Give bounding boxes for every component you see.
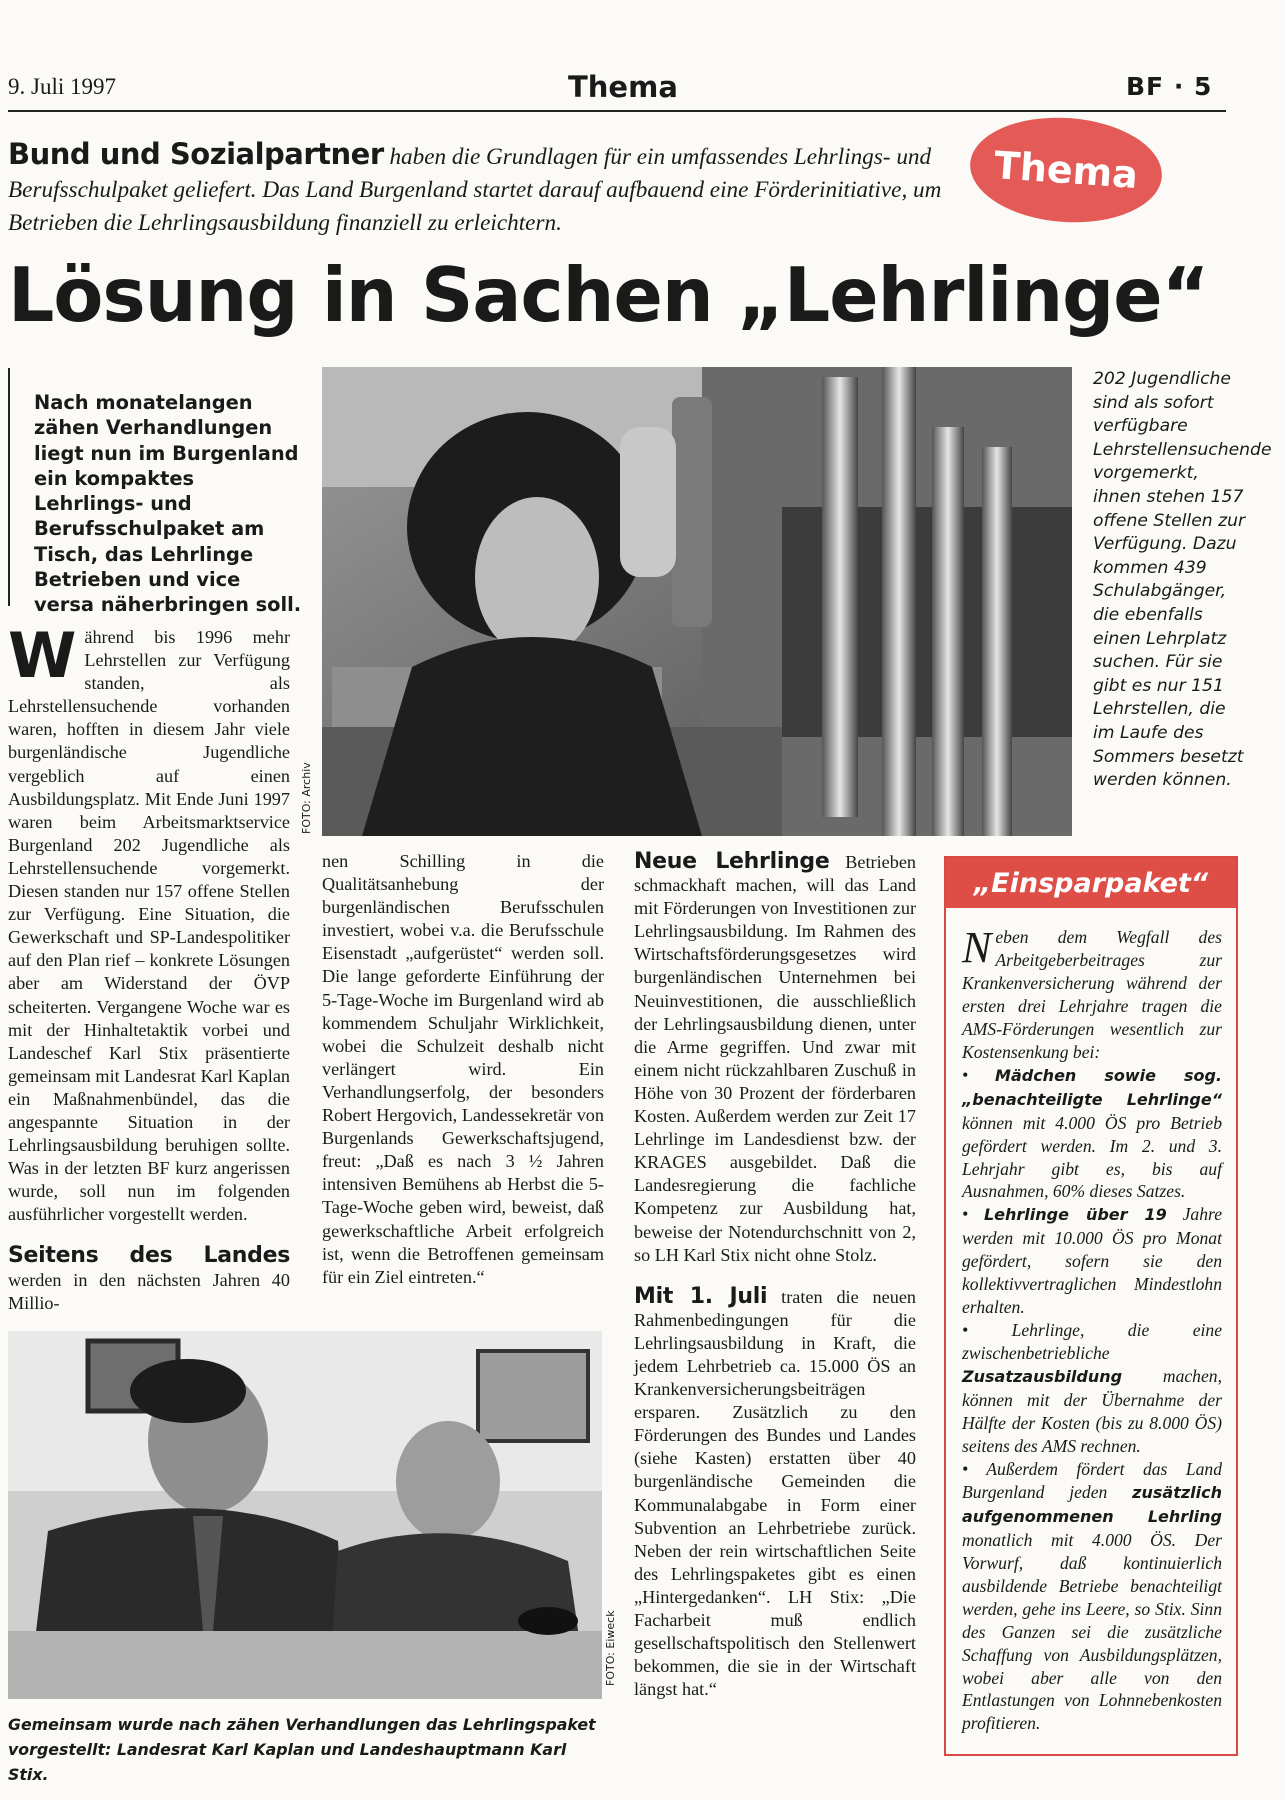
body-column-3 (634, 850, 916, 1701)
photo-apprentice-image (322, 367, 1072, 836)
section-title: Thema (568, 70, 678, 104)
sidebar-bullet-3-bold: Zusatzausbildung (962, 1367, 1123, 1387)
sidebar-bullet-3: • Lehrlinge, die eine zwischenbetriebliche Zusatzausbildung machen, können mit der Übernahme der Hälfte der Kosten (bis zu 8.000 ÖS) seitens des AMS rechnen. (962, 1320, 1222, 1456)
thema-badge (967, 111, 1166, 228)
sidebar-bullet-1-bold: Mädchen sowie sog. „benachteiligte Lehrlinge“ (962, 1065, 1223, 1109)
kicker-lead: Bund und Sozialpartner (8, 137, 384, 171)
sidebar-bullet-4: • Außerdem fördert das Land Burgenland jeden zusätzlich aufgenommenen Lehrling monatlich mit 4.000 ÖS. Der Vorwurf, daß kontinuierlich ausbildende Betriebe benachteiligt werden, gehe ins Leere, so Stix. Sinn des Ganzen sei die zusätzliche Schaffung von Ausbildungsplätzen, wobei aber alle von den Entlastungen von Lohnnebenkosten profitieren. (962, 1458, 1222, 1734)
photo2-credit: FOTO: Eiweck (604, 1610, 617, 1686)
sidebar-title (946, 858, 1236, 908)
kicker-text: haben die Grundlagen für ein umfassendes Lehrlings- und Berufsschulpaket geliefert. Das Land Burgenland startet darauf aufbauend eine Förderinitiative, um Betrieben die Lehrlingsausbildung finanziell zu erleichtern. (8, 144, 942, 236)
page-number: BF · 5 (1126, 72, 1213, 101)
photo1-credit: FOTO: Archiv (300, 762, 313, 834)
sidebar-bullet-2-text: Jahre werden mit 10.000 ÖS pro Monat gefördert, sofern sie den kollektivvertraglichen Mindestlohn erhalten. (962, 1204, 1222, 1318)
runin-seitens: Seitens des Landes (8, 1243, 290, 1269)
sidebar-dropcap: N (962, 923, 992, 972)
sidebar-bullet-3-text: machen, können mit der Übernahme der Hälfte der Kosten (bis zu 8.000 ÖS) seitens des AMS rechnen. (962, 1366, 1222, 1456)
body-column-2: nen Schilling in die Qualitätsanhebung der burgenländischen Berufsschulen investiert, wobei v.a. die Berufsschule Eisenstadt „aufgerüstet“ werden soll. Die lange geforderte Einführung der 5-Tage-Woche im Burgenland wird ab kommendem Schuljahr Wirklichkeit, wobei die Schulzeit deshalb nicht verlängert wird. Ein Verhandlungserfolg, der besonders Robert Hergovich, Landessekretär von Burgenlands Gewerkschaftsjugend, freut: „Daß es nach 3 ½ Jahren intensiven Bemühens ab Herbst die 5-Tage-Woche geben wird, beweist, daß gewerkschaftliche Arbeit erfolgreich ist, wenn die Betroffenen gemeinsam für ein Ziel eintreten.“ (322, 851, 604, 1287)
dropcap: W (8, 619, 77, 692)
photo-apprentice (322, 367, 1072, 836)
sidebar-bullet-4-text: monatlich mit 4.000 ÖS. Der Vorwurf, daß kontinuierlich ausbildende Betriebe benachteiligt werden, gehe ins Leere, so Stix. Sinn des Ganzen sei die zusätzliche Schaffung von Ausbildungsplätzen, wobei aber alle von den Entlastungen von Lohnnebenkosten profitieren. (962, 1529, 1222, 1734)
sidebar-title-text: „Einsparpaket“ (973, 867, 1209, 899)
body-paragraph-2: werden in den nächsten Jahren 40 Millio- (8, 1269, 290, 1313)
sidebar-bullet-3-pre: Lehrlinge, die eine zwischenbetriebliche (962, 1320, 1222, 1364)
issue-date: 9. Juli 1997 (8, 74, 116, 99)
sidebar-bullet-4-pre: Außerdem fördert das Land Burgenland jeden (962, 1458, 1222, 1502)
lead-rule (8, 368, 10, 606)
sidebar-bullet-1: • Mädchen sowie sog. „benachteiligte Lehrlinge“ können mit 4.000 ÖS pro Betrieb gefördert werden. Im 2. und 3. Lehrjahr gibt es, bis auf Ausnahmen, 60% dieses Satzes. (962, 1064, 1223, 1202)
paragraph-gap (8, 1226, 290, 1244)
paragraph-gap (634, 1267, 916, 1285)
sidebar-bullet-4-bold: zusätzlich aufgenommenen Lehrling (962, 1482, 1222, 1526)
sidebar-intro (962, 923, 1222, 1064)
header-rule (8, 110, 1226, 112)
body-paragraph-3: Betrieben schmackhaft machen, will das Land mit Förderungen von Investitionen zur Lehrlingsausbildung. Im Rahmen des Wirtschaftsförderungsgesetzes wird burgenländischen Unternehmen bei Neuinvestitionen, die ausschließlich der Lehrlingsausbildung dienen, unter die Arme gegriffen. Und zwar mit einem nicht rückzahlbaren Zuschuß in Höhe von 30 Prozent der förderbaren Kosten. Außerdem werden zur Zeit 17 Lehrlinge im Landesdienst bzw. der KRAGES ausgebildet. Daß die Landesregierung die fachliche Kompetenz zur Ausbildung hat, beweise der Notendurchschnitt von 2, so LH Karl Stix nicht ohne Stolz. (634, 852, 916, 1265)
sidebar-intro-text: eben dem Wegfall des Arbeitgeberbeitrages zur Krankenversicherung während der ersten drei Lehrjahre tragen die AMS-Förderungen wesentlich zur Kostensenkung bei: (962, 927, 1222, 1062)
runin-neue-lehrlinge: Neue Lehrlinge (634, 849, 830, 874)
sidebar-bullet-1-text: können mit 4.000 ÖS pro Betrieb gefördert werden. Im 2. und 3. Lehrjahr gibt es, bis auf Ausnahmen, 60% dieses Satzes. (962, 1112, 1222, 1202)
photo-caption: Gemeinsam wurde nach zähen Verhandlungen das Lehrlingspaket vorgestellt: Landesrat Karl Kaplan und Landeshauptmann Karl Stix. (8, 1715, 596, 1784)
runin-mit-1-juli: Mit 1. Juli (634, 1283, 768, 1309)
photo-press-conference (8, 1331, 602, 1699)
body-paragraph-4: traten die neuen Rahmenbedingungen für die Lehrlingsausbildung in Kraft, die jedem Lehrbetrieb ca. 15.000 ÖS an Krankenversicherungsbeiträgen ersparen. Zusätzlich zu den Förderungen des Bundes und Landes (siehe Kasten) erstatten über 40 burgenländische Gemeinden die Kommunalabgabe in Form einer Subvention an Lehrbetriebe zurück. Neben der rein wirtschaftlichen Seite des Lehrlingspaketes gibt es einen „Hintergedanken“. LH Stix: „Die Facharbeit muß endlich gesellschaftspolitisch den Stellenwert bekommen, die sie in der Wirtschaft längst hat.“ (634, 1286, 916, 1700)
body-column-1 (8, 619, 290, 1315)
kicker (8, 138, 963, 240)
headline: Lösung in Sachen „Lehrlinge“ (8, 251, 1209, 339)
side-note: 202 Jugendliche sind als sofort verfügbare Lehrstellensuchende vorgemerkt, ihnen stehen 157 offene Stellen zur Verfügung. Dazu kommen 439 Schulabgänger, die ebenfalls einen Lehrplatz suchen. Für sie gibt es nur 151 Lehrstellen, die im Laufe des Sommers besetzt werden können. (1093, 369, 1272, 791)
sidebar-bullet-2: • Lehrlinge über 19 Jahre werden mit 10.000 ÖS pro Monat gefördert, sofern sie den kollektivvertraglichen Mindestlohn erhalten. (962, 1204, 1222, 1318)
sidebar-bullet-2-bold: Lehrlinge über 19 (983, 1205, 1167, 1225)
photo-press-conference-image (8, 1331, 602, 1699)
body-paragraph-1: ährend bis 1996 mehr Lehrstellen zur Verfügung standen, als Lehrstellensuchende vorhanden waren, hofften in diesem Jahr viele burgenländische Jugendliche vergeblich auf einen Ausbildungsplatz. Mit Ende Juni 1997 waren beim Arbeitsmarktservice Burgenland 202 Jugendliche als Lehrstellensuchende vorgemerkt. Diesen standen nur 157 offene Stellen zur Verfügung. Eine Situation, die Gewerkschaft und SP-Landespolitiker auf den Plan rief – konkrete Lösungen aber am Widerstand der ÖVP scheiterten. Vergangene Woche war es mit der Hinhaltetaktik vorbei und Landeschef Karl Stix präsentierte gemeinsam mit Landesrat Karl Kaplan ein Maßnahmenbündel, das die angespannte Situation in der Lehrlingsausbildung beruhigen sollte. Was in der letzten BF kurz angerissen wurde, soll nun im folgenden ausführlicher vorgestellt werden. (8, 627, 290, 1225)
sidebar-text (962, 923, 1223, 1735)
thema-badge-label: Thema (992, 143, 1140, 197)
lead-paragraph: Nach monatelangen zähen Verhandlungen liegt nun im Burgenland ein kompaktes Lehrlings- und Berufsschulpaket am Tisch, das Lehrlinge Betrieben und vice versa näherbringen soll. (34, 391, 302, 617)
